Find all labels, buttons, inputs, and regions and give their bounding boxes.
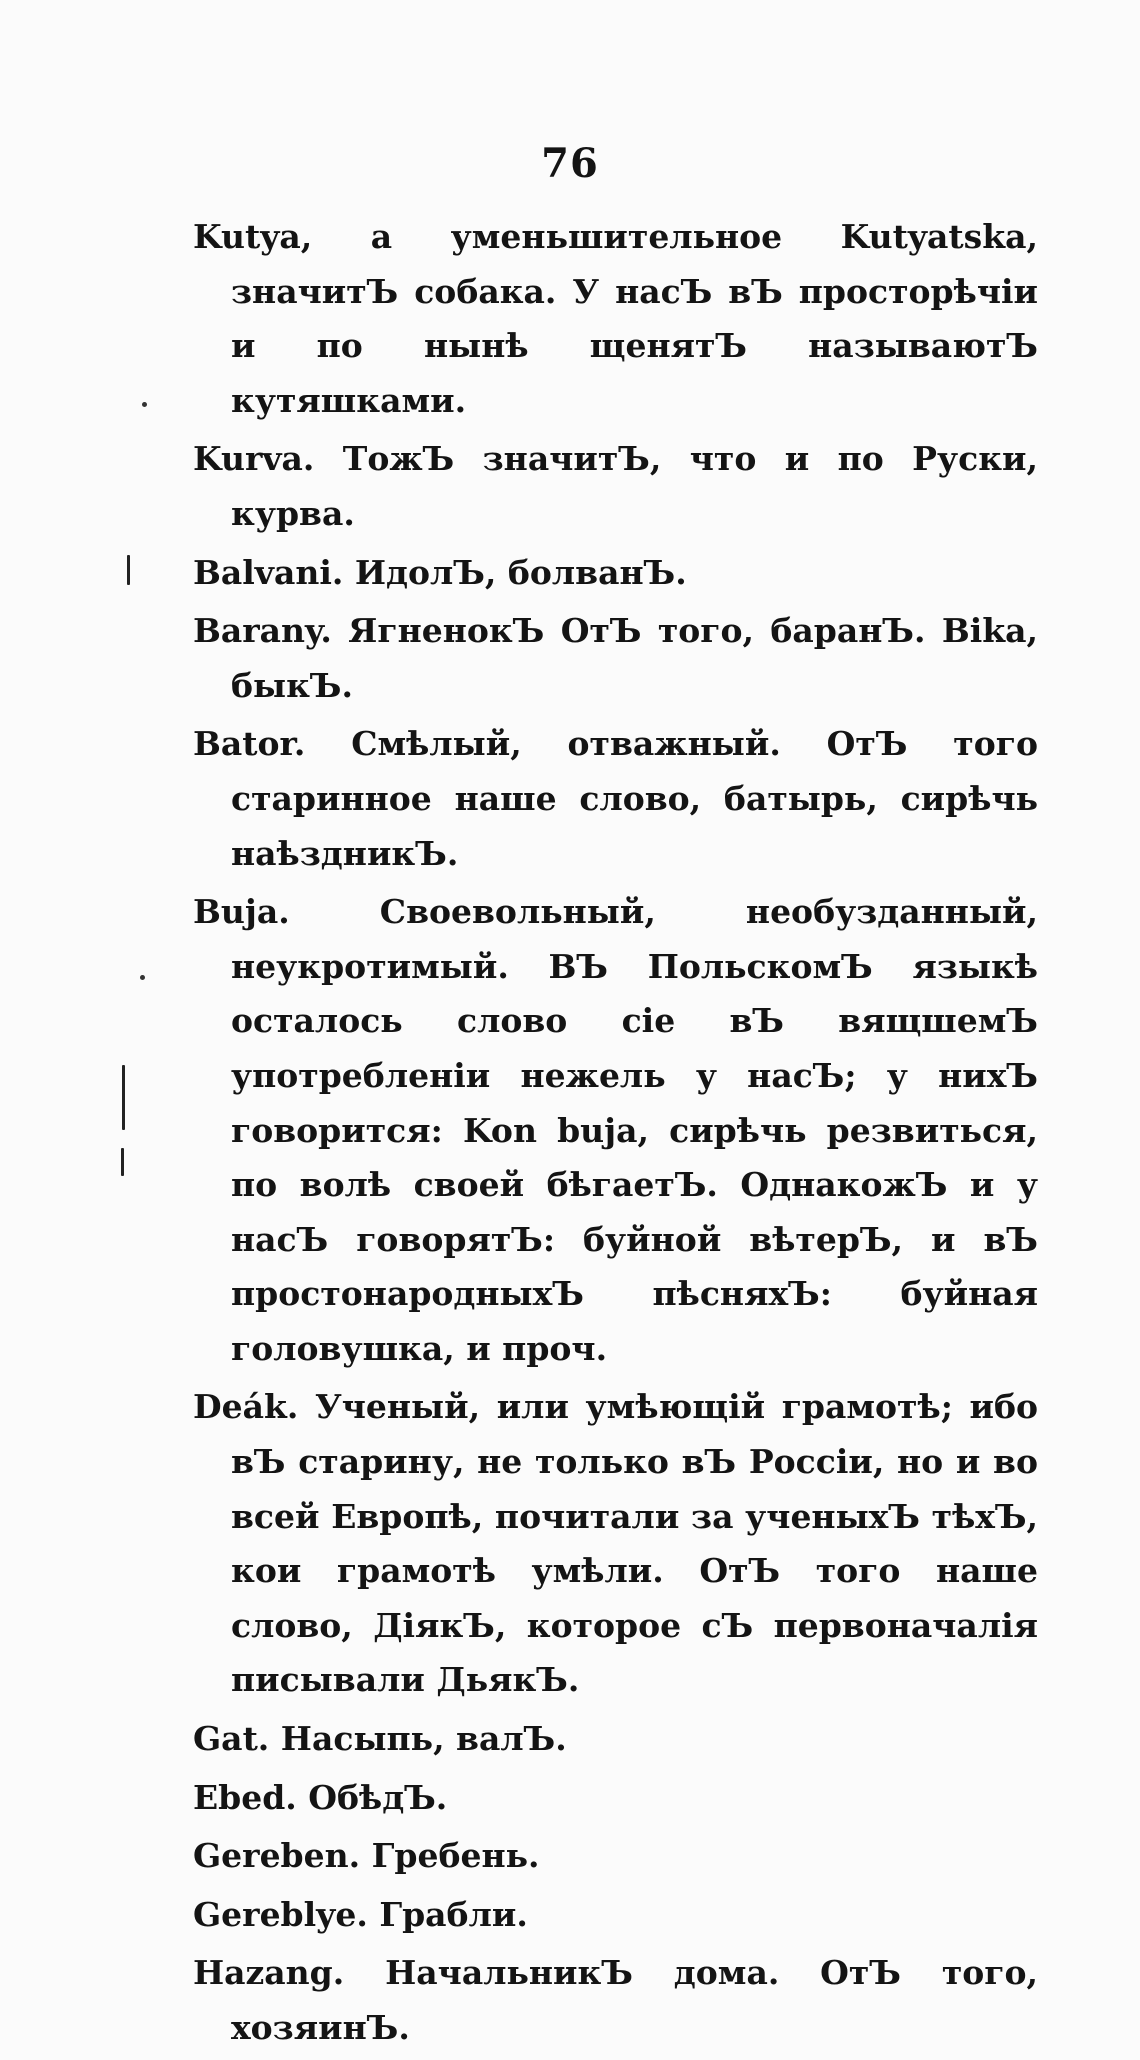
entry-text: Gereblye. Грабли. (193, 1894, 528, 1934)
margin-mark (127, 555, 130, 585)
entry-ebed (193, 1771, 1038, 1826)
entry-deak (193, 1380, 1038, 1708)
margin-dot (140, 975, 145, 980)
entry-bator (193, 717, 1038, 881)
entry-text: Bator. Смѣлый, отважный. ОтЪ того старинное наше слово, батырь, сирѣчь наѣздникЪ. (193, 724, 1038, 873)
entry-text: собака. У насЪ вЪ просторѣчіи и по нынѣ щенятЪ называютЪ кутяшками. (231, 271, 1038, 420)
entry-balvani (193, 546, 1038, 601)
entry-text: Gereben. Гребень. (193, 1836, 540, 1876)
margin-mark (121, 1148, 124, 1176)
margin-mark (122, 1065, 125, 1130)
entry-hazang (193, 1946, 1038, 2055)
entry-text: Kurva. ТожЪ значитЪ, что и по Руски, курва. (193, 439, 1038, 533)
entry-buja (193, 885, 1038, 1376)
entry-barany (193, 604, 1038, 713)
margin-dot (142, 402, 147, 407)
entry-text: Kutya, а уменьшительное Kutyatska, значитЪ (193, 217, 1038, 311)
entry-text: Barany. ЯгненокЪ ОтЪ того, баранЪ. Bika, быкЪ. (193, 611, 1038, 705)
entry-text: Gat. Насыпь, валЪ. (193, 1719, 567, 1759)
entry-kutya (193, 210, 1038, 428)
entry-text: Buja. Своевольный, необузданный, неукротимый. ВЪ ПольскомЪ языкѣ осталось слово сіе вЪ вящшемЪ употребленіи нежель у насЪ; у нихЪ говорится: Kon buja, сирѣчь резвиться, по волѣ своей бѣгаетЪ. ОднакожЪ и у насЪ говорятЪ: буйной вѣтерЪ, и вЪ простонародныхЪ пѣсняхЪ: буйная головушка, и проч. (193, 892, 1038, 1368)
entry-text: Hazang. НачальникЪ дома. ОтЪ того, хозяинЪ. (193, 1953, 1038, 2047)
page-number: 76 (541, 140, 599, 187)
entry-gat (193, 1712, 1038, 1767)
entry-kurva (193, 432, 1038, 541)
entry-gereben (193, 1829, 1038, 1884)
entry-text: Balvani. ИдолЪ, болванЪ. (193, 552, 687, 592)
entry-text: Deák. Ученый, или умѣющій грамотѣ; ибо вЪ старину, не только вЪ Россіи, но и во всей Европѣ, почитали за ученыхЪ тѣхЪ, кои грамотѣ умѣли. ОтЪ того наше слово, ДіякЪ, которое сЪ первоначалія писывали ДьякЪ. (193, 1387, 1038, 1700)
entry-text: Ebed. ОбѣдЪ. (193, 1777, 448, 1817)
entry-gereblye (193, 1888, 1038, 1943)
dictionary-entries (193, 210, 1038, 2060)
